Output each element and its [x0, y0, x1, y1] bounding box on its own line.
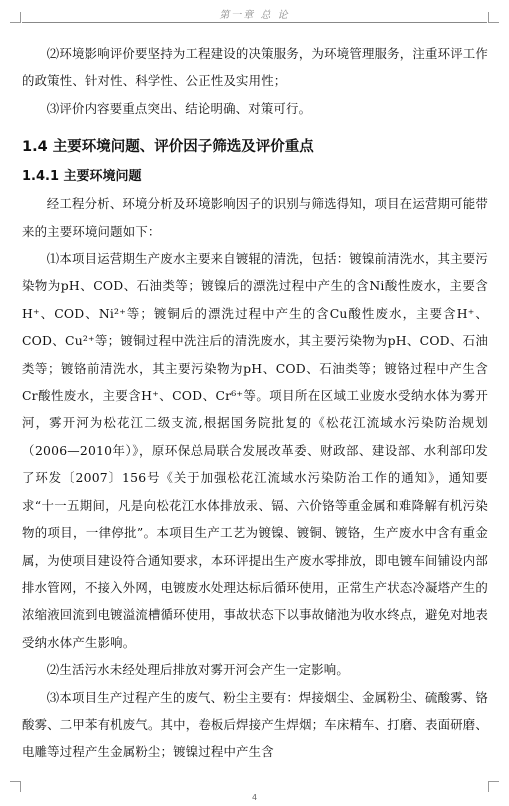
paragraph-issue-1: ⑴本项目运营期生产废水主要来自镀辊的清洗，包括：镀镍前清洗水，其主要污染物为pH、COD、石油类等；镀镍后的漂洗过程中产生的含Ni酸性废水，主要含H⁺、COD、Ni²⁺等；镀铜后的漂洗过程中产生的含Cu酸性废水，主要含H⁺、COD、Cu²⁺等；镀铜过程中洗注后的清洗废水，其主要污染物为pH、COD、石油类等；镀铬前清洗水，其主要污染物为pH、COD、石油类等；镀铬过程中产生含Cr酸性废水，主要含H⁺、COD、Cr⁶⁺等。项目所在区域工业废水受纳水体为雾开河，雾开河为松花江二级支流,根据国务院批复的《松花江流域水污染防治规划（2006—2010年）》，原环保总局联合发展改革委、财政部、建设部、水利部印发了环发〔2007〕156号《关于加强松花江流域水污染防治工作的通知》，通知要求“十一五期间，凡是向松花江水体排放汞、镉、六价铬等重金属和难降解有机污染物的项目，一律停批”。本项目生产工艺为镀镍、镀铜、镀铬，生产废水中含有重金属，为使项目建设符合通知要求，本环评提出生产废水零排放，即电镀车间铺设内部排水管网，不接入外网，电镀废水处理达标后循环使用，正常生产状态冷凝塔产生的浓缩液回流到电镀溢流槽循环使用，事故状态下以事故储池为收水终点，避免对地表受纳水体产生影响。 [22, 251, 488, 650]
crop-mark-top-left [10, 12, 21, 23]
subsection-heading: 1.4.1 主要环境问题 [22, 169, 142, 185]
paragraph-intro: 经工程分析、环境分析及环境影响因子的识别与筛选得知，项目在运营期可能带来的主要环境问题如下： [22, 196, 488, 239]
paragraph-issue-3: ⑶本项目生产过程产生的废气、粉尘主要有：焊接烟尘、金属粉尘、硫酸雾、铬酸雾、二甲苯有机废气。其中，卷板后焊接产生焊烟；车床精车、打磨、表面研磨、电雕等过程产生金属粉尘；镀镍过程中产生含 [22, 689, 488, 760]
page-content [22, 40, 488, 766]
running-header: 第一章 总 论 [219, 10, 290, 21]
crop-mark-top-right [488, 12, 499, 23]
paragraph-issue-2: ⑵生活污水未经处理后排放对雾开河会产生一定影响。 [46, 662, 349, 678]
crop-mark-bottom-right [488, 781, 499, 792]
paragraph-principle-3: ⑶评价内容要重点突出、结论明确、对策可行。 [46, 100, 312, 116]
section-heading: 1.4 主要环境问题、评价因子筛选及评价重点 [22, 139, 314, 156]
crop-mark-bottom-left [10, 781, 21, 792]
page-number: 4 [251, 793, 258, 802]
paragraph-principle-2: ⑵环境影响评价要坚持为工程建设的决策服务，为环境管理服务，注重环评工作的政策性、针对性、科学性、公正性及实用性； [22, 46, 488, 89]
header-rule [22, 22, 487, 23]
